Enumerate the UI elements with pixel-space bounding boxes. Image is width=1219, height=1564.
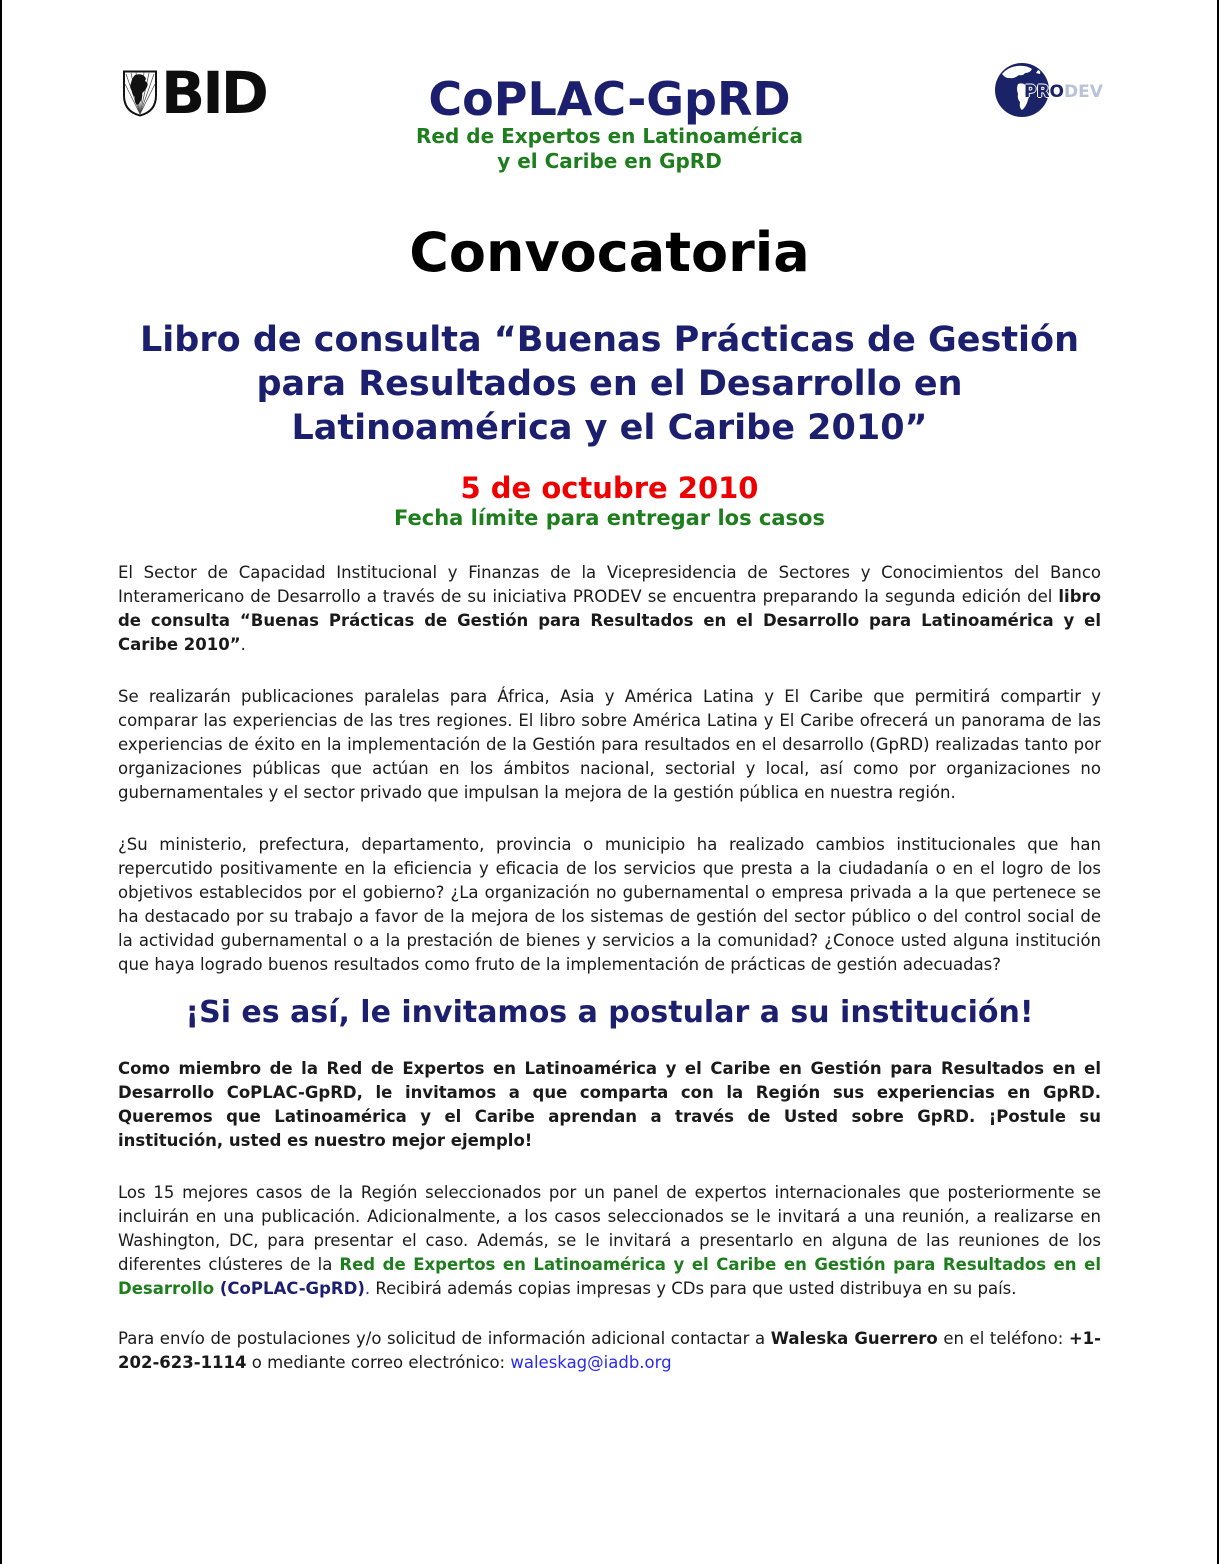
text-segment: Se realizarán publicaciones paralelas para África, Asia y América Latina y El Caribe que permitirá compartir y comparar las experiencias de las tres regiones. El libro sobre América Latina y El Caribe ofrecerá un panorama de las experiencias de éxito en la implementación de la Gestión para resultados en el desarrollo (GpRD) realizadas tanto por organizaciones públicas que actúan en los ámbitos nacional, sectorial y local, así como por organizaciones no gubernamentales y el sector privado que impulsan la mejora de la gestión pública en nuestra región. [118,687,1101,802]
prodev-logo [994,62,1114,122]
document-body [0,221,1219,1375]
text-segment: . [240,635,246,654]
text-segment: libro de consulta “Buenas Prácticas de Gestión para Resultados en el Desarrollo para Latinoamérica y el Caribe 2010” [118,587,1101,654]
text-segment: Recibirá además copias impresas y CDs para que usted distribuya en su país. [370,1279,1017,1298]
text-segment: El Sector de Capacidad Institucional y Finanzas de la Vicepresidencia de Sectores y Conocimientos del Banco Interamericano de Desarrollo a través de su iniciativa PRODEV se encuentra preparando la segunda edición del [118,563,1101,606]
text-segment: Como miembro de la Red de Expertos en Latinoamérica y el Caribe en Gestión para Resultados en el Desarrollo CoPLAC-GpRD, le invitamos a que comparta con la Región sus experiencias en GpRD. Queremos que Latinoamérica y el Caribe aprendan a través de Usted sobre GpRD. ¡Postule su institución, usted es nuestro mejor ejemplo! [118,1059,1101,1150]
paragraph-publications [118,685,1101,805]
paragraph-contact [118,1327,1101,1375]
text-segment: o mediante correo electrónico: [246,1353,511,1372]
text-segment: Los 15 mejores casos de la Región seleccionados por un panel de expertos internacionales que posteriormente se incluirán en una publicación. Adicionalmente, a los casos seleccionados se le invitará a una reunión, a realizarse en Washington, DC, para presentar el caso. Además, se le invitará a presentarlo en alguna de las reuniones de los diferentes clústeres de la [118,1183,1101,1274]
book-title [118,318,1101,450]
text-segment: Para envío de postulaciones y/o solicitud de información adicional contactar a [118,1329,771,1348]
paragraph-intro [118,561,1101,657]
prodev-logo-text [1024,82,1103,102]
invitation-heading: ¡Si es así, le invitamos a postular a su institución! [185,995,1034,1030]
paragraph-member-invite [118,1057,1101,1153]
email-link[interactable]: waleskag@iadb.org [510,1353,672,1372]
text-segment: . [364,1279,371,1298]
paragraph-questions [118,833,1101,977]
text-segment: ¿Su ministerio, prefectura, departamento, provincia o municipio ha realizado cambios institucionales que han repercutido positivamente en la eficiencia y eficacia de los servicios que presta a la ciudadanía o en el logro de los objetivos establecidos por el gobierno? ¿La organización no gubernamental o empresa privada a la que pertenece se ha destacado por su trabajo a favor de la mejora de los sistemas de gestión del sector público o del control social de la actividad gubernamental o a la prestación de bienes y servicios a la comunidad? ¿Conoce usted alguna institución que haya logrado buenos resultados como fruto de la implementación de prácticas de gestión adecuadas? [118,835,1101,974]
book-title-line3: Latinoamérica y el Caribe 2010” [291,408,928,448]
coplac-subtitle-line2: y el Caribe en GpRD [497,149,722,173]
book-title-line2: para Resultados en el Desarrollo en [256,364,963,404]
coplac-subtitle-line1: Red de Expertos en Latinoamérica [416,124,803,148]
text-segment: Waleska Guerrero [770,1329,938,1348]
text-segment: +1-202-623-1114 [118,1329,1101,1372]
bid-logo-text: BID [161,59,266,127]
text-segment: (CoPLAC-GpRD) [219,1279,365,1298]
deadline-date: 5 de octubre 2010 [460,471,759,505]
coplac-title: CoPLAC-GpRD [428,72,791,126]
document-header [0,0,1219,190]
prodev-pro-text: PRO [1024,82,1065,102]
paragraph-selection [118,1181,1101,1301]
text-segment: Red de Expertos en Latinoamérica y el Caribe en Gestión para Resultados en el Desarrollo [118,1255,1101,1298]
page-left-border [0,0,2,1564]
deadline-note: Fecha límite para entregar los casos [394,506,825,530]
main-heading: Convocatoria [409,221,810,284]
book-title-line1: Libro de consulta “Buenas Prácticas de Gestión [139,320,1080,360]
prodev-dev-text: DEV [1064,82,1103,102]
text-segment: en el teléfono: [937,1329,1069,1348]
